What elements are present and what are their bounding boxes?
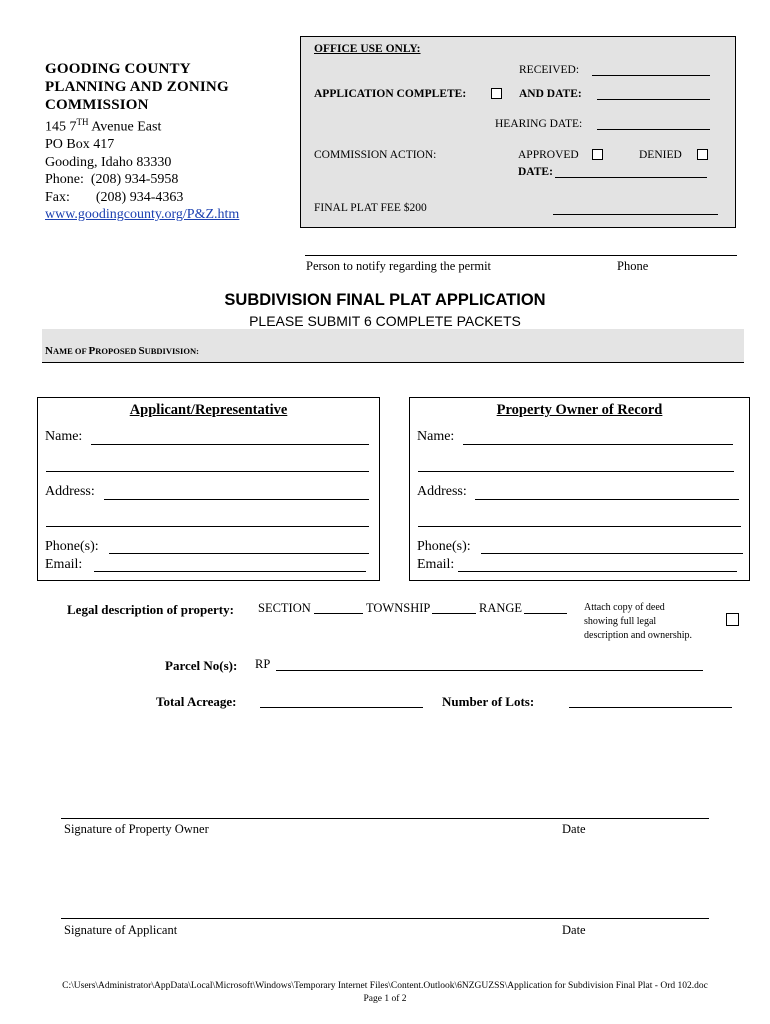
office-use-box [300, 36, 736, 228]
approved-label: APPROVED [518, 149, 579, 161]
owner-name-label: Name: [417, 429, 455, 444]
subdivision-name-label: NAME OF PROPOSED SUBDIVISION: [45, 345, 199, 357]
received-label: RECEIVED: [519, 64, 580, 76]
applicant-email-label: Email: [45, 557, 83, 572]
owner-address-field-2[interactable] [418, 526, 741, 527]
street-address: 145 7TH Avenue East [45, 117, 162, 135]
and-date-label: AND DATE: [519, 88, 582, 100]
applicant-email-field[interactable] [94, 571, 366, 572]
owner-address-label: Address: [417, 484, 467, 499]
attach-deed-checkbox[interactable] [726, 613, 739, 626]
office-use-title: OFFICE USE ONLY: [314, 43, 421, 55]
footer-page-number: Page 1 of 2 [363, 994, 407, 1004]
attach-deed-note: Attach copy of deed showing full legal description and ownership. [584, 602, 693, 641]
owner-email-label: Email: [417, 557, 455, 572]
approved-checkbox[interactable] [592, 149, 603, 160]
organization-name [45, 60, 229, 114]
township-field[interactable] [432, 613, 476, 614]
fax-line: Fax: (208) 934-4363 [45, 189, 184, 205]
hearing-date-field[interactable] [597, 129, 710, 130]
applicant-name-label: Name: [45, 429, 83, 444]
city-state-zip: Gooding, Idaho 83330 [45, 154, 172, 170]
total-acreage-label: Total Acreage: [156, 694, 237, 709]
application-complete-label: APPLICATION COMPLETE: [314, 88, 467, 100]
applicant-name-field[interactable] [91, 444, 369, 445]
applicant-name-field-2[interactable] [46, 471, 369, 472]
website-link[interactable]: www.goodingcounty.org/P&Z.htm [45, 207, 240, 223]
owner-name-field[interactable] [463, 444, 733, 445]
hearing-date-label: HEARING DATE: [495, 118, 583, 130]
owner-signature-line[interactable] [61, 818, 709, 819]
and-date-field[interactable] [597, 99, 710, 100]
application-complete-checkbox[interactable] [491, 88, 502, 99]
final-plat-fee-label: FINAL PLAT FEE $200 [314, 202, 427, 214]
denied-checkbox[interactable] [697, 149, 708, 160]
notify-person-field[interactable] [305, 255, 737, 256]
applicant-address-label: Address: [45, 484, 95, 499]
owner-box [409, 397, 750, 581]
legal-description-label: Legal description of property: [67, 602, 234, 617]
org-line-3: COMMISSION [45, 97, 149, 113]
applicant-address-field-2[interactable] [46, 526, 369, 527]
range-field[interactable] [524, 613, 567, 614]
owner-signature-label: Signature of Property Owner [64, 822, 209, 836]
org-line-2: PLANNING AND ZONING [45, 79, 229, 95]
applicant-address-field[interactable] [104, 499, 369, 500]
applicant-phones-field[interactable] [109, 553, 369, 554]
number-of-lots-label: Number of Lots: [442, 694, 535, 709]
action-date-field[interactable] [555, 177, 707, 178]
parcel-label: Parcel No(s): [165, 658, 238, 673]
owner-phones-field[interactable] [481, 553, 743, 554]
section-field[interactable] [314, 613, 363, 614]
applicant-box [37, 397, 380, 581]
parcel-prefix: RP [255, 657, 271, 671]
applicant-signature-label: Signature of Applicant [64, 923, 178, 937]
township-label: TOWNSHIP [366, 601, 431, 615]
applicant-signature-line[interactable] [61, 918, 709, 919]
section-label: SECTION [258, 601, 311, 615]
page-subtitle: PLEASE SUBMIT 6 COMPLETE PACKETS [249, 313, 521, 329]
org-line-1: GOODING COUNTY [45, 61, 191, 77]
applicant-signature-date-label: Date [562, 923, 586, 937]
applicant-title: Applicant/Representative [129, 402, 288, 418]
organization-address [45, 114, 239, 224]
commission-action-label: COMMISSION ACTION: [314, 149, 437, 161]
phone-line: Phone: (208) 934-5958 [45, 172, 179, 188]
range-label: RANGE [479, 601, 523, 615]
number-of-lots-field[interactable] [569, 707, 732, 708]
parcel-field[interactable] [276, 670, 703, 671]
notify-phone-label: Phone [617, 259, 649, 273]
owner-email-field[interactable] [458, 571, 737, 572]
owner-phones-label: Phone(s): [417, 539, 471, 554]
footer-file-path: C:\Users\Administrator\AppData\Local\Microsoft\Windows\Temporary Internet Files\Content.Outlook\6NZGUZSS\Application for Subdivision Final Plat - Ord 102.doc [62, 981, 708, 991]
owner-signature-date-label: Date [562, 822, 586, 836]
applicant-phones-label: Phone(s): [45, 539, 99, 554]
owner-title: Property Owner of Record [496, 402, 663, 418]
received-field[interactable] [592, 75, 710, 76]
po-box: PO Box 417 [45, 137, 115, 153]
total-acreage-field[interactable] [260, 707, 423, 708]
owner-name-field-2[interactable] [418, 471, 734, 472]
action-date-label: DATE: [518, 166, 553, 178]
denied-label: DENIED [639, 149, 682, 161]
fee-field[interactable] [553, 214, 718, 215]
owner-address-field[interactable] [475, 499, 739, 500]
page-title: SUBDIVISION FINAL PLAT APPLICATION [224, 291, 546, 309]
notify-person-label: Person to notify regarding the permit [306, 259, 492, 273]
